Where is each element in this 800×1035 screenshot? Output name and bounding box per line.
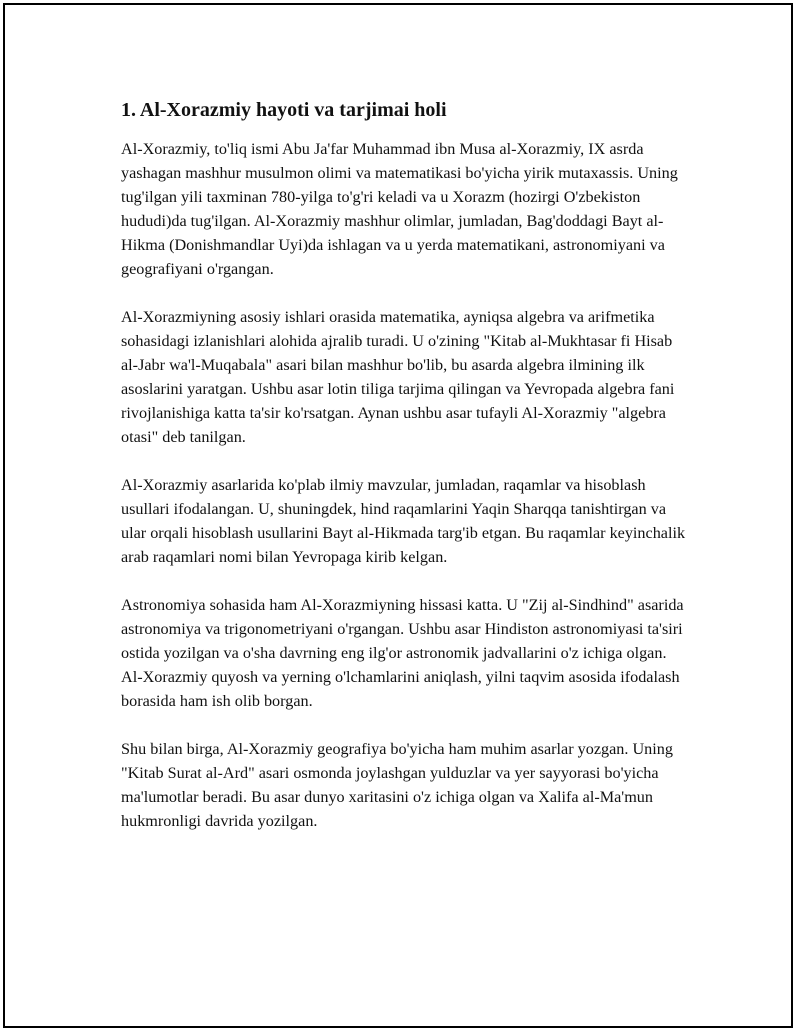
paragraph-biography: Al-Xorazmiy, to'liq ismi Abu Ja'far Muhammad ibn Musa al-Xorazmiy, IX asrda yashagan mashhur musulmon olimi va matematikasi bo'yicha yirik mutaxassis. Uning tug'ilgan yili taxminan 780-yilga to'g'ri keladi va u Xorazm (hozirgi O'zbekiston hududi)da tug'ilgan. Al-Xorazmiy mashhur olimlar, jumladan, Bag'doddagi Bayt al-Hikma (Donishmandlar Uyi)da ishlagan va u yerda matematikani, astronomiyani va geografiyani o'rgangan. bbox=[121, 140, 678, 278]
paragraph-geography: Shu bilan birga, Al-Xorazmiy geografiya bo'yicha ham muhim asarlar yozgan. Uning "Kitab Surat al-Ard" asari osmonda joylashgan yulduzlar va yer sayyorasi bo'yicha ma'lumotlar beradi. Bu asar dunyo xaritasini o'z ichiga olgan va Xalifa al-Ma'mun hukmronligi davrida yozilgan. bbox=[121, 740, 673, 830]
paragraph-numerals: Al-Xorazmiy asarlarida ko'plab ilmiy mavzular, jumladan, raqamlar va hisoblash usullari ifodalangan. U, shuningdek, hind raqamlarini Yaqin Sharqqa tanishtirgan va ular orqali hisoblash usullarini Bayt al-Hikmada targ'ib etgan. Bu raqamlar keyinchalik arab raqamlari nomi bilan Yevropaga kirib kelgan. bbox=[121, 476, 686, 566]
section-heading: 1. Al-Xorazmiy hayoti va tarjimai holi bbox=[121, 99, 447, 121]
page-frame bbox=[3, 3, 793, 1028]
document-body bbox=[121, 97, 691, 857]
paragraph-astronomy: Astronomiya sohasida ham Al-Xorazmiyning hissasi katta. U "Zij al-Sindhind" asarida astronomiya va trigonometriyani o'rgangan. Ushbu asar Hindiston astronomiyasi ta'siri ostida yozilgan va o'sha davrning eng ilg'or astronomik jadvallarini o'z ichiga olgan. Al-Xorazmiy quyosh va yerning o'lchamlarini aniqlash, yilni taqvim asosida ifodalash borasida ham ish olib borgan. bbox=[121, 596, 684, 710]
paragraph-algebra: Al-Xorazmiyning asosiy ishlari orasida matematika, ayniqsa algebra va arifmetika sohasidagi izlanishlari alohida ajralib turadi. U o'zining "Kitab al-Mukhtasar fi Hisab al-Jabr wa'l-Muqabala" asari bilan mashhur bo'lib, bu asarda algebra ilmining ilk asoslarini yaratgan. Ushbu asar lotin tiliga tarjima qilingan va Yevropada algebra fani rivojlanishiga katta ta'sir ko'rsatgan. Aynan ushbu asar tufayli Al-Xorazmiy "algebra otasi" deb tanilgan. bbox=[121, 308, 675, 446]
